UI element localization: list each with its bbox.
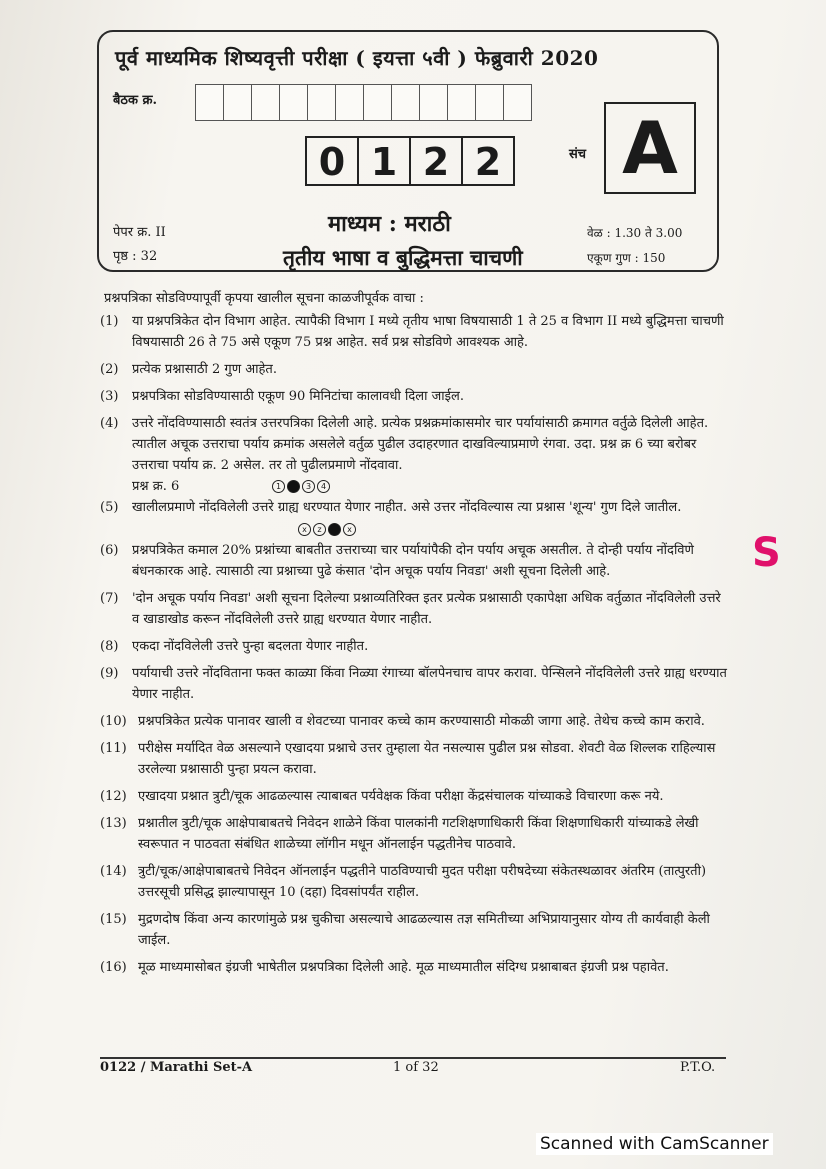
total-marks: एकूण गुण : 150 bbox=[587, 251, 666, 265]
answer-bubble-scribbled: z bbox=[313, 523, 326, 536]
instruction-number: (9) bbox=[100, 666, 119, 681]
instruction-number: (12) bbox=[100, 789, 127, 804]
instruction-number: (7) bbox=[100, 591, 119, 606]
seat-number-label: बैठक क्र. bbox=[113, 93, 157, 108]
instruction-item bbox=[100, 738, 730, 780]
instructions-intro: प्रश्नपत्रिका सोडविण्यापूर्वी कृपया खालील सूचना काळजीपूर्वक वाचा : bbox=[104, 291, 424, 306]
instruction-text: प्रत्येक प्रश्नासाठी 2 गुण आहेत. bbox=[132, 362, 277, 377]
instruction-number: (6) bbox=[100, 543, 119, 558]
instruction-text: प्रश्नपत्रिकेत प्रत्येक पानावर खाली व शेवटच्या पानावर कच्चे काम करण्यासाठी मोकळी जागा आहे. तेथेच कच्चे काम करावे. bbox=[138, 714, 705, 729]
instruction-number: (2) bbox=[100, 362, 119, 377]
instruction-item bbox=[100, 588, 730, 630]
invalid-answer-bubbles bbox=[298, 523, 356, 536]
instruction-text: प्रश्नपत्रिकेत कमाल 20% प्रश्नांच्या बाबतीत उत्तराच्या चार पर्यायांपैकी दोन पर्याय अचूक असतील. ते दोन्ही पर्याय नोंदविणे बंधनकारक आहे. त्यासाठी त्या प्रश्नाच्या पुढे कंसात 'दोन अचूक पर्याय निवडा' अशी सूचना दिलेली आहे. bbox=[132, 543, 694, 579]
footer-page-number: 1 of 32 bbox=[393, 1060, 439, 1075]
instruction-item bbox=[100, 711, 730, 732]
instruction-item bbox=[100, 497, 730, 518]
instruction-number: (11) bbox=[100, 741, 127, 756]
seat-digit-box[interactable] bbox=[419, 84, 448, 121]
instruction-item bbox=[100, 813, 730, 855]
answer-bubble: 3 bbox=[302, 480, 315, 493]
scanner-watermark: Scanned with CamScanner bbox=[536, 1133, 773, 1155]
instruction-item bbox=[100, 413, 730, 476]
set-letter: A bbox=[604, 102, 696, 194]
instruction-number: (4) bbox=[100, 416, 119, 431]
instruction-text: 'दोन अचूक पर्याय निवडा' अशी सूचना दिलेल्या प्रश्नाव्यतिरिक्त इतर प्रत्येक प्रश्नासाठी एकापेक्षा अधिक वर्तुळात नोंदविलेली उत्तरे व खाडाखोड करून नोंदविलेली उत्तरे ग्राह्य धरण्यात येणार नाहीत. bbox=[132, 591, 721, 627]
instruction-number: (16) bbox=[100, 960, 127, 975]
instruction-text: परीक्षेस मर्यादित वेळ असल्याने एखादया प्रश्नाचे उत्तर तुम्हाला येत नसल्यास पुढील प्रश्न सोडवा. शेवटी वेळ शिल्लक राहिल्यास उरलेल्या प्रश्नासाठी पुन्हा प्रयत्न करावा. bbox=[138, 741, 716, 777]
instruction-text: मूळ माध्यमासोबत इंग्रजी भाषेतील प्रश्नपत्रिका दिलेली आहे. मूळ माध्यमातील संदिग्ध प्रश्नाबाबत इंग्रजी प्रश्न पहावेत. bbox=[138, 960, 669, 975]
paper-number: पेपर क्र. II bbox=[113, 225, 166, 240]
instruction-item bbox=[100, 786, 730, 807]
exam-time: वेळ : 1.30 ते 3.00 bbox=[587, 226, 683, 240]
instruction-number: (5) bbox=[100, 500, 119, 515]
instruction-text: एखादया प्रश्नात त्रुटी/चूक आढळल्यास त्याबाबत पर्यवेक्षक किंवा परीक्षा केंद्रसंचालक यांच्याकडे विचारणा करू नये. bbox=[138, 789, 664, 804]
example-bubbles bbox=[272, 480, 330, 493]
medium-title: माध्यम : मराठी bbox=[328, 211, 451, 237]
instruction-number: (8) bbox=[100, 639, 119, 654]
exam-title: पूर्व माध्यमिक शिष्यवृत्ती परीक्षा ( इयत्ता ५वी ) फेब्रुवारी 2020 bbox=[115, 46, 599, 70]
code-digit: 2 bbox=[461, 136, 515, 186]
page-count: पृष्ठ : 32 bbox=[113, 249, 158, 264]
seat-number-boxes bbox=[195, 84, 531, 121]
instruction-item bbox=[100, 311, 730, 353]
answer-bubble: 1 bbox=[272, 480, 285, 493]
subject-title: तृतीय भाषा व बुद्धिमत्ता चाचणी bbox=[283, 245, 523, 270]
instruction-text: या प्रश्नपत्रिकेत दोन विभाग आहेत. त्यापैकी विभाग I मध्ये तृतीय भाषा विषयासाठी 1 ते 25 व विभाग II मध्ये बुद्धिमत्ता चाचणी विषयासाठी 26 ते 75 असे एकूण 75 प्रश्न आहेत. सर्व प्रश्न सोडविणे आवश्यक आहे. bbox=[132, 314, 724, 350]
instruction-number: (10) bbox=[100, 714, 127, 729]
answer-bubble-filled bbox=[328, 523, 341, 536]
seat-digit-box[interactable] bbox=[363, 84, 392, 121]
seat-digit-box[interactable] bbox=[307, 84, 336, 121]
example-label: प्रश्न क्र. 6 bbox=[132, 479, 180, 494]
instruction-item bbox=[100, 540, 730, 582]
answer-bubble-filled bbox=[287, 480, 300, 493]
instruction-number: (3) bbox=[100, 389, 119, 404]
seat-digit-box[interactable] bbox=[223, 84, 252, 121]
header-box bbox=[97, 30, 719, 272]
set-label: संच bbox=[569, 147, 587, 162]
seat-digit-box[interactable] bbox=[503, 84, 532, 121]
seat-digit-box[interactable] bbox=[195, 84, 224, 121]
seat-digit-box[interactable] bbox=[335, 84, 364, 121]
code-digit: 1 bbox=[357, 136, 411, 186]
instruction-number: (15) bbox=[100, 912, 127, 927]
seat-digit-box[interactable] bbox=[447, 84, 476, 121]
instruction-text: मुद्रणदोष किंवा अन्य कारणांमुळे प्रश्न चुकीचा असल्याचे आढळल्यास तज्ञ समितीच्या अभिप्रायानुसार योग्य ती कार्यवाही केली जाईल. bbox=[138, 912, 710, 948]
code-digit: 2 bbox=[409, 136, 463, 186]
instruction-item bbox=[100, 636, 730, 657]
instructions bbox=[100, 288, 730, 984]
instruction-text: त्रुटी/चूक/आक्षेपाबाबतचे निवेदन ऑनलाईन पद्धतीने पाठविण्याची मुदत परीक्षा परीषदेच्या संकेतस्थळावर अंतरिम (तात्पुरती) उत्तरसूची प्रसिद्ध झाल्यापासून 10 (दहा) दिवसांपर्यंत राहील. bbox=[138, 864, 707, 900]
seat-digit-box[interactable] bbox=[475, 84, 504, 121]
footer-divider bbox=[100, 1057, 726, 1059]
instruction-item bbox=[100, 909, 730, 951]
instruction-text: एकदा नोंदविलेली उत्तरे पुन्हा बदलता येणार नाहीत. bbox=[132, 639, 369, 654]
seat-digit-box[interactable] bbox=[279, 84, 308, 121]
footer-paper-code: 0122 / Marathi Set-A bbox=[100, 1060, 253, 1075]
footer-pto: P.T.O. bbox=[680, 1060, 716, 1075]
answer-bubble-crossed: x bbox=[298, 523, 311, 536]
seat-digit-box[interactable] bbox=[391, 84, 420, 121]
instruction-text: खालीलप्रमाणे नोंदविलेली उत्तरे ग्राह्य धरण्यात येणार नाहीत. असे उत्तर नोंदविल्यास त्या प्रश्नास 'शून्य' गुण दिले जातील. bbox=[132, 500, 682, 515]
instruction-text: प्रश्नातील त्रुटी/चूक आक्षेपाबाबतचे निवेदन शाळेने किंवा पालकांनी गटशिक्षणाधिकारी किंवा शिक्षणाधिकारी यांच्याकडे लेखी स्वरूपात न पाठवता संबंधित शाळेच्या लॉगीन मधून ऑनलाईन पद्धतीनेच पाठवावे. bbox=[138, 816, 699, 852]
instruction-number: (13) bbox=[100, 816, 127, 831]
answer-bubble: 4 bbox=[317, 480, 330, 493]
paper-code bbox=[305, 136, 513, 186]
instruction-item bbox=[100, 957, 730, 978]
answer-bubble-crossed: x bbox=[343, 523, 356, 536]
margin-letter-mark: S bbox=[752, 530, 781, 576]
seat-digit-box[interactable] bbox=[251, 84, 280, 121]
instruction-number: (14) bbox=[100, 864, 127, 879]
instruction-item bbox=[100, 359, 730, 380]
instruction-item bbox=[100, 386, 730, 407]
answer-example bbox=[132, 476, 730, 497]
instruction-number: (1) bbox=[100, 314, 119, 329]
instruction-item bbox=[100, 663, 730, 705]
instruction-text: प्रश्नपत्रिका सोडविण्यासाठी एकूण 90 मिनिटांचा कालावधी दिला जाईल. bbox=[132, 389, 464, 404]
instruction-text: पर्यायाची उत्तरे नोंदविताना फक्त काळ्या किंवा निळ्या रंगाच्या बॉलपेनचाच वापर करावा. पेन्सिलने नोंदविलेली उत्तरे ग्राह्य धरण्यात येणार नाहीत. bbox=[132, 666, 727, 702]
instruction-item bbox=[100, 861, 730, 903]
instruction-text: उत्तरे नोंदविण्यासाठी स्वतंत्र उत्तरपत्रिका दिलेली आहे. प्रत्येक प्रश्नक्रमांकासमोर चार पर्यायांसाठी क्रमागत वर्तुळे दिलेली आहेत. त्यातील अचूक उत्तराचा पर्याय क्रमांक असलेले वर्तुळ पुढील उदाहरणात दाखविल्याप्रमाणे रंगवा. उदा. प्रश्न क्र 6 च्या बरोबर उत्तराचा पर्याय क्र. 2 असेल. तर तो पुढीलप्रमाणे नोंदवावा. bbox=[132, 416, 709, 473]
code-digit: 0 bbox=[305, 136, 359, 186]
